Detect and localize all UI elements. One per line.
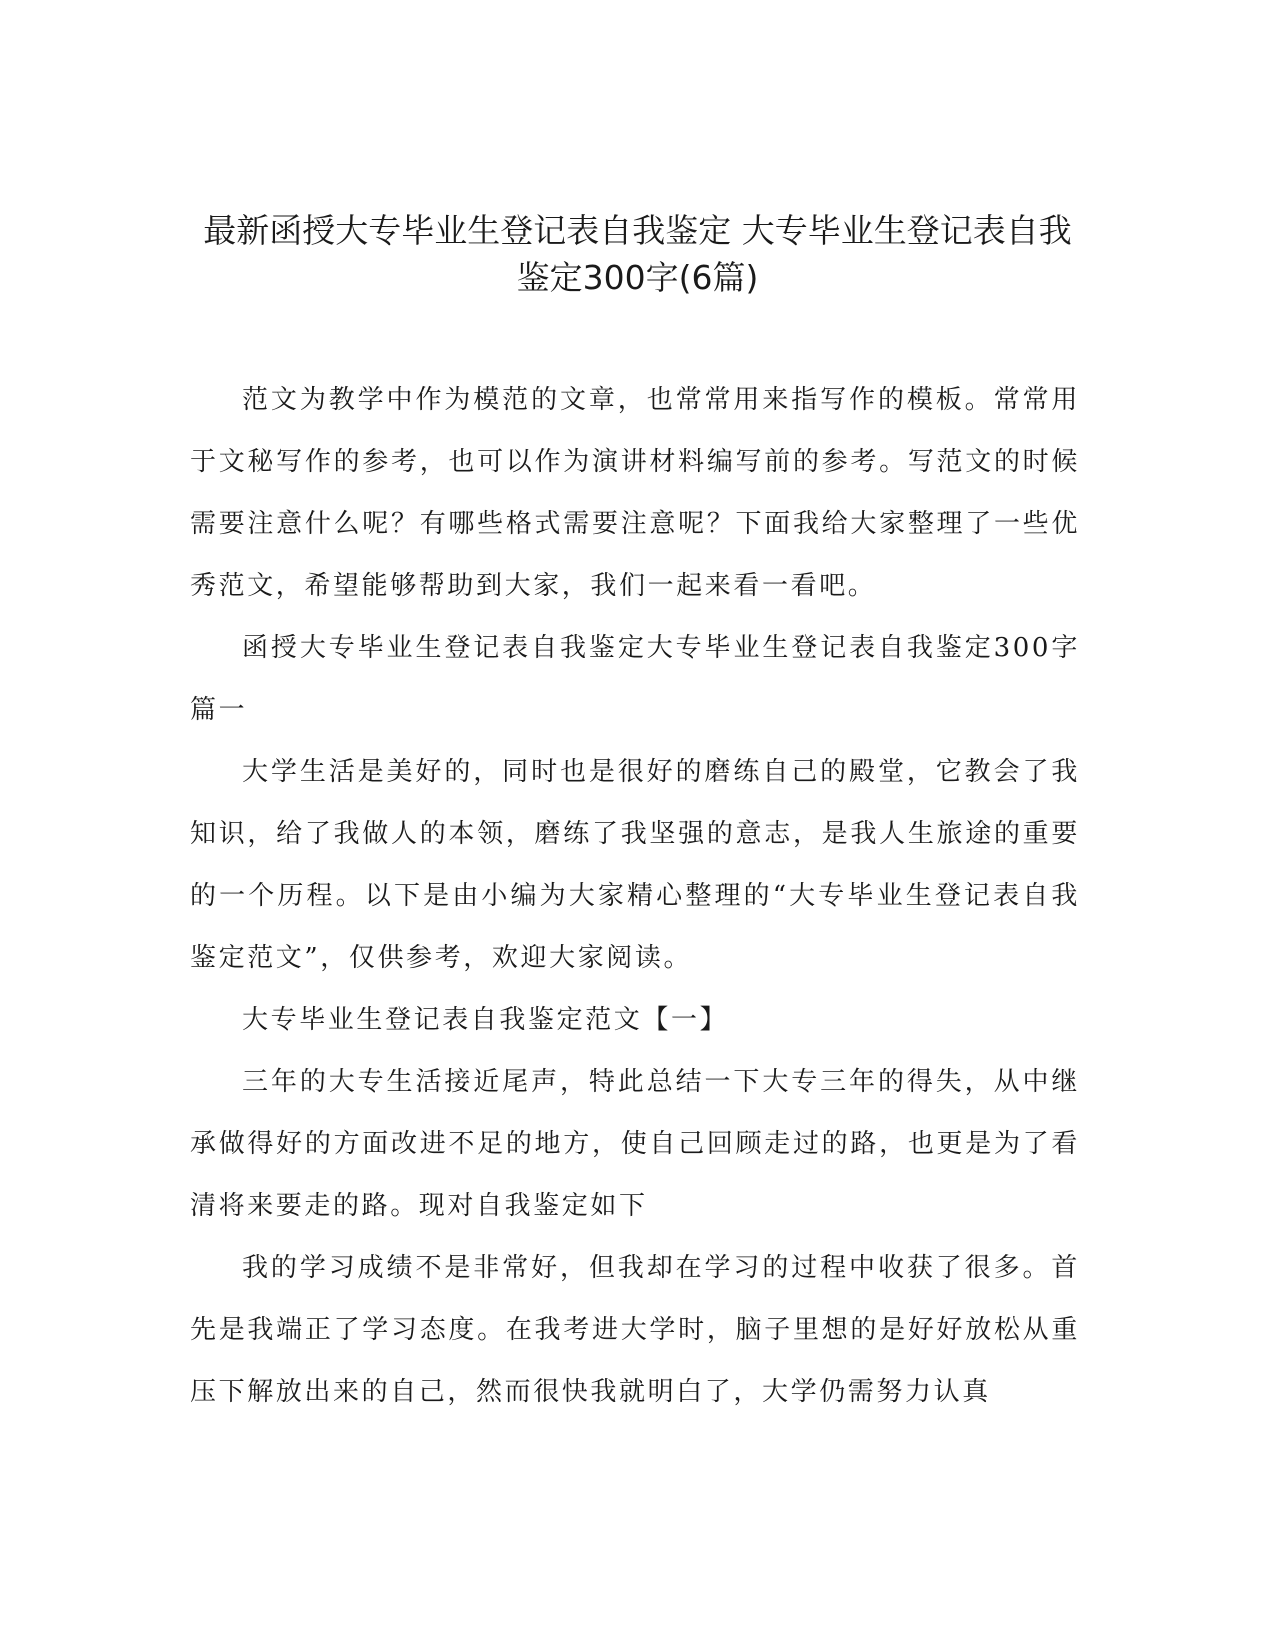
document-title — [150, 207, 1125, 301]
body-paragraph: 三年的大专生活接近尾声，特此总结一下大专三年的得失，从中继承做得好的方面改进不足的地方，使自己回顾走过的路，也更是为了看清将来要走的路。现对自我鉴定如下 — [190, 1067, 1080, 1221]
intro-paragraph: 范文为教学中作为模范的文章，也常常用来指写作的模板。常常用于文秘写作的参考，也可以作为演讲材料编写前的参考。写范文的时候需要注意什么呢？有哪些格式需要注意呢？下面我给大家整理了一些优秀范文，希望能够帮助到大家，我们一起来看一看吧。 — [190, 385, 1080, 601]
title-line-2: 鉴定300字(6篇) — [516, 258, 759, 297]
title-line-1: 最新函授大专毕业生登记表自我鉴定 大专毕业生登记表自我 — [203, 211, 1072, 250]
body-paragraph: 我的学习成绩不是非常好，但我却在学习的过程中收获了很多。首先是我端正了学习态度。在我考进大学时，脑子里想的是好好放松从重压下解放出来的自己，然而很快我就明白了，大学仍需努力认真 — [190, 1253, 1080, 1407]
subsection-heading: 大专毕业生登记表自我鉴定范文【一】 — [242, 1005, 729, 1035]
document-body — [190, 369, 1080, 1423]
section-heading-1: 函授大专毕业生登记表自我鉴定大专毕业生登记表自我鉴定300字篇一 — [190, 633, 1080, 725]
body-paragraph: 大学生活是美好的，同时也是很好的磨练自己的殿堂，它教会了我知识，给了我做人的本领，磨练了我坚强的意志，是我人生旅途的重要的一个历程。以下是由小编为大家精心整理的“大专毕业生登记表自我鉴定范文”，仅供参考，欢迎大家阅读。 — [190, 757, 1080, 973]
